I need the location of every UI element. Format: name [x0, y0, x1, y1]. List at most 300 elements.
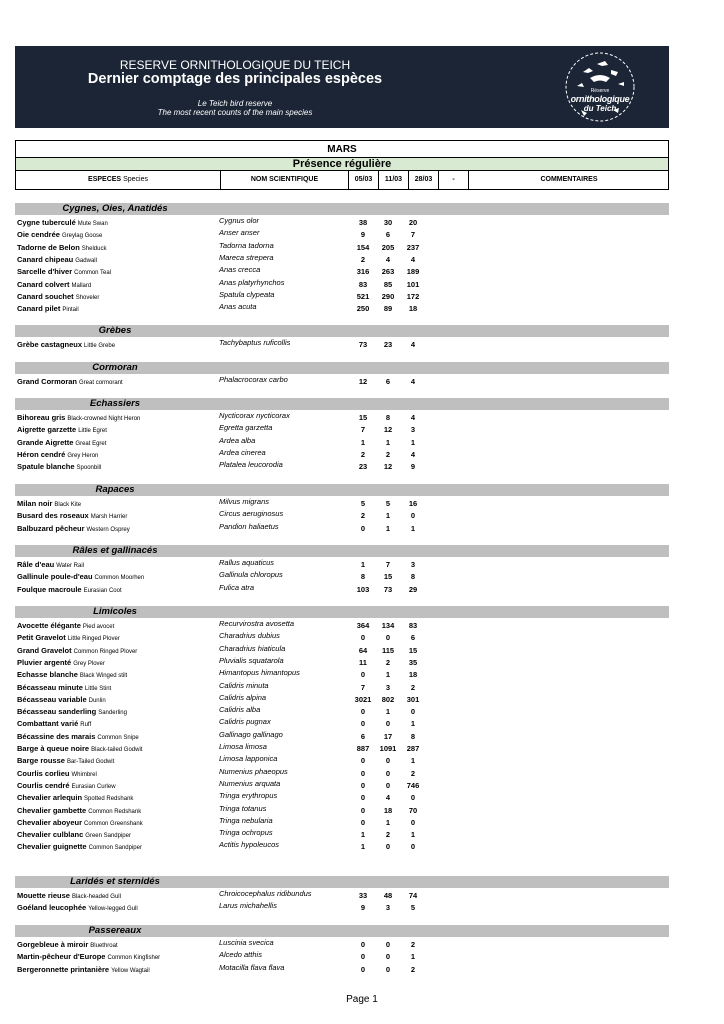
species-name-en: Bar-Tailed Godwit: [66, 759, 115, 766]
species-name: [17, 768, 97, 781]
species-name-fr: Bihoreau gris: [17, 413, 66, 422]
count-11-03: 2: [385, 657, 391, 667]
count-11-03: 0: [385, 842, 391, 852]
species-name-fr: Echasse blanche: [17, 670, 78, 680]
species-name-en: Sanderling: [98, 710, 127, 717]
count-05-03: 6: [360, 731, 366, 741]
col-date-4: -: [438, 171, 468, 189]
count-28-03: 8: [410, 731, 416, 741]
count-28-03: 4: [410, 340, 416, 349]
scientific-name: Anas acuta: [219, 302, 257, 312]
species-name-en: Common Sandpiper: [88, 845, 142, 852]
count-05-03: 316: [356, 267, 370, 277]
reserve-name: RESERVE ORNITHOLOGIQUE DU TEICH: [119, 58, 351, 72]
scientific-name: Circus aeruginosus: [219, 509, 284, 519]
species-name-fr: Oie cendrée: [17, 230, 60, 240]
species-name: [17, 706, 127, 719]
table-row: [15, 841, 669, 853]
table-row: [15, 792, 669, 804]
species-name: [17, 523, 130, 536]
scientific-name: Pluvialis squatarola: [219, 655, 284, 665]
count-05-03: 0: [360, 756, 366, 766]
table-row: [15, 632, 669, 644]
section-title: Laridés et sternidés: [70, 876, 160, 887]
count-28-03: 1: [410, 830, 416, 840]
species-name-en: Little Grebe: [84, 343, 116, 349]
species-name: [17, 291, 99, 304]
species-name: [17, 229, 102, 242]
count-28-03: 29: [408, 584, 418, 594]
section-header: [15, 606, 669, 618]
count-28-03: 1: [410, 952, 416, 962]
count-05-03: 1: [360, 830, 366, 840]
count-28-03: 70: [408, 805, 418, 815]
reserve-logo: [563, 50, 637, 124]
table-row: [15, 645, 669, 657]
species-name-fr: Barge rousse: [17, 756, 65, 766]
count-28-03: 74: [408, 891, 418, 900]
species-name-en: Eurasian Coot: [83, 587, 122, 594]
table-row: [15, 682, 669, 694]
species-name-fr: Milan noir: [17, 499, 53, 508]
count-05-03: 887: [356, 744, 370, 753]
species-name-en: Black-tailed Godwit: [91, 747, 143, 753]
species-name-fr: Grand Cormoran: [17, 377, 78, 386]
species-name: [17, 254, 97, 267]
count-28-03: 20: [408, 218, 418, 227]
count-05-03: 9: [360, 903, 366, 913]
scientific-name: Pandion haliaetus: [219, 521, 279, 531]
count-28-03: 1: [410, 719, 416, 729]
species-name: [17, 303, 79, 316]
table-row: [15, 437, 669, 449]
species-name: [17, 242, 106, 255]
scientific-name: Tringa ochropus: [219, 828, 273, 838]
species-name: [17, 669, 127, 682]
species-name-fr: Canard chipeau: [17, 254, 74, 264]
species-name-fr: Sarcelle d'hiver: [17, 267, 73, 277]
count-05-03: 7: [360, 425, 366, 435]
species-name: [17, 817, 143, 830]
species-name: [17, 339, 115, 352]
count-11-03: 85: [383, 279, 393, 289]
count-11-03: 0: [385, 952, 391, 962]
table-row: [15, 805, 669, 817]
species-name-en: Great Egret: [75, 440, 107, 447]
species-name-en: Shoveler: [75, 294, 100, 301]
count-05-03: 0: [360, 805, 366, 815]
species-name-fr: Bécasseau sanderling: [17, 707, 97, 717]
species-name-fr: Martin-pêcheur d'Europe: [17, 952, 106, 962]
table-row: [15, 657, 669, 669]
count-28-03: 3: [410, 560, 416, 569]
species-name-en: Eurasian Curlew: [71, 783, 116, 790]
count-28-03: 1: [410, 437, 416, 447]
species-name-fr: Foulque macroule: [17, 584, 82, 594]
count-05-03: 11: [359, 657, 367, 667]
species-name-en: Little Ringed Plover: [67, 636, 120, 643]
species-name-fr: Canard colvert: [17, 279, 70, 289]
species-name: [17, 939, 118, 952]
col-date-1: 05/03: [348, 171, 378, 189]
count-05-03: 0: [360, 670, 366, 680]
table-row: [15, 571, 669, 583]
species-name-fr: Grande Aigrette: [17, 437, 74, 447]
species-name-en: Water Rail: [56, 563, 85, 569]
scientific-name: Phalacrocorax carbo: [219, 375, 288, 384]
scientific-name: Charadrius hiaticula: [219, 643, 286, 653]
count-05-03: 154: [356, 242, 370, 252]
table-row: [15, 412, 669, 424]
species-name-en: Pintail: [62, 307, 79, 314]
scientific-name: Limosa limosa: [219, 742, 267, 751]
species-name-fr: Canard pilet: [17, 304, 61, 314]
species-name-en: Common Kingfisher: [107, 955, 161, 962]
scientific-name: Tringa nebularia: [219, 815, 273, 825]
species-name-fr: Chevalier gambette: [17, 805, 87, 815]
count-11-03: 89: [383, 304, 393, 314]
section-title: Limicoles: [93, 606, 137, 617]
scientific-name: Gallinula chloropus: [219, 570, 283, 580]
count-05-03: 8: [360, 572, 366, 582]
count-05-03: 3021: [354, 694, 372, 704]
table-row: [15, 817, 669, 829]
count-11-03: 0: [385, 940, 391, 949]
species-name-en: Greylag Goose: [61, 233, 103, 240]
count-05-03: 5: [360, 499, 366, 508]
count-28-03: 9: [410, 462, 416, 472]
count-05-03: 9: [360, 230, 366, 240]
count-28-03: 35: [408, 657, 418, 667]
table-row: [15, 694, 669, 706]
count-11-03: 2: [385, 449, 391, 459]
species-name-en: Yellow-legged Gull: [88, 906, 138, 913]
species-name-fr: Grèbe castagneux: [17, 340, 83, 349]
species-name-fr: Cygne tuberculé: [17, 218, 76, 227]
species-name-fr: Grand Gravelot: [17, 645, 72, 655]
scientific-name: Ardea cinerea: [219, 447, 266, 457]
presence-header: Présence régulière: [15, 158, 669, 171]
scientific-name: Tadorna tadorna: [219, 240, 274, 250]
species-name-fr: Tadorne de Belon: [17, 242, 80, 252]
count-05-03: 64: [358, 645, 368, 655]
count-11-03: 12: [383, 425, 393, 435]
count-11-03: 0: [385, 633, 391, 643]
count-11-03: 23: [383, 340, 393, 349]
count-05-03: 0: [360, 780, 366, 790]
count-11-03: 263: [381, 267, 395, 277]
english-subtitle: Le Teich bird reserve: [197, 99, 273, 108]
table-row: [15, 229, 669, 241]
species-name: [17, 792, 133, 805]
table-row: [15, 498, 669, 510]
scientific-name: Limosa lapponica: [219, 754, 278, 764]
page-title: Dernier comptage des principales espèces: [87, 71, 383, 87]
count-11-03: 1: [385, 670, 391, 680]
species-name: [17, 657, 105, 670]
scientific-name: Calidris alba: [219, 705, 261, 715]
section-title: Rapaces: [95, 484, 135, 495]
col-scientific: NOM SCIENTIFIQUE: [220, 171, 348, 189]
species-name-fr: Chevalier arlequin: [17, 793, 83, 803]
species-name: [17, 743, 142, 756]
col-date-3: 28/03: [408, 171, 438, 189]
section-title: Cormoran: [92, 362, 138, 373]
section-header: [15, 362, 669, 374]
count-05-03: 364: [356, 621, 370, 630]
scientific-name: Anser anser: [219, 228, 260, 238]
table-row: [15, 829, 669, 841]
section-title: Passereaux: [88, 925, 142, 936]
count-11-03: 7: [385, 560, 391, 569]
scientific-name: Calidris pugnax: [219, 717, 271, 727]
count-28-03: 0: [410, 707, 416, 717]
count-28-03: 2: [410, 768, 416, 778]
species-name: [17, 266, 111, 279]
species-name: [17, 412, 140, 425]
count-28-03: 18: [408, 304, 418, 314]
logo-text-bottom: du Teich: [583, 104, 617, 113]
species-name-en: Western Osprey: [86, 526, 130, 533]
scientific-name: Gallinago gallinago: [219, 729, 283, 739]
species-name-en: Grey Heron: [67, 452, 99, 459]
species-name-fr: Râle d'eau: [17, 560, 55, 569]
species-name-fr: Canard souchet: [17, 291, 74, 301]
count-05-03: 38: [358, 218, 368, 227]
count-28-03: 83: [408, 621, 418, 630]
count-11-03: 1: [385, 437, 391, 447]
count-05-03: 0: [360, 719, 366, 729]
species-name-fr: Bécassine des marais: [17, 731, 96, 741]
species-name: [17, 780, 116, 793]
count-28-03: 1: [410, 523, 416, 533]
count-11-03: 0: [385, 756, 391, 766]
species-name-en: Great cormorant: [79, 380, 123, 386]
count-05-03: 0: [360, 964, 366, 974]
table-row: [15, 279, 669, 291]
count-11-03: 0: [385, 964, 391, 974]
species-name: [17, 620, 114, 633]
count-05-03: 0: [360, 940, 366, 949]
count-28-03: 189: [406, 267, 420, 277]
section-header: [15, 203, 669, 215]
count-28-03: 0: [410, 793, 416, 803]
species-name-fr: Busard des roseaux: [17, 511, 89, 521]
count-05-03: 2: [360, 511, 366, 521]
species-name-en: Spoonbill: [76, 465, 102, 472]
scientific-name: Platalea leucorodia: [219, 460, 283, 470]
table-row: [15, 669, 669, 681]
table-row: [15, 620, 669, 632]
species-name-en: Common Teal: [74, 270, 112, 277]
count-05-03: 7: [360, 682, 366, 692]
column-headers: [15, 171, 669, 190]
count-11-03: 0: [385, 768, 391, 778]
section-header: [15, 484, 669, 496]
species-name: [17, 841, 142, 854]
count-11-03: 802: [381, 694, 395, 704]
count-28-03: 0: [410, 511, 416, 521]
table-row: [15, 964, 669, 976]
species-name: [17, 964, 150, 977]
col-comments: COMMENTAIRES: [468, 171, 669, 189]
count-05-03: 521: [356, 291, 370, 301]
species-name-fr: Aigrette garzette: [17, 425, 77, 435]
count-11-03: 30: [383, 218, 393, 227]
species-name-en: Common Greenshank: [84, 820, 143, 827]
section-header: [15, 325, 669, 337]
count-11-03: 4: [385, 254, 391, 264]
count-11-03: 0: [385, 719, 391, 729]
table-row: [15, 242, 669, 254]
count-11-03: 5: [385, 499, 391, 508]
count-28-03: 15: [408, 645, 418, 655]
species-name-en: Mallard: [71, 282, 92, 289]
species-name-fr: Avocette élégante: [17, 621, 81, 630]
species-name-en: Little Stint: [84, 685, 112, 692]
table-row: [15, 743, 669, 755]
species-name-en: Green Sandpiper: [85, 833, 131, 840]
table-row: [15, 755, 669, 767]
table-row: [15, 523, 669, 535]
count-05-03: 250: [356, 304, 370, 314]
count-28-03: 6: [410, 633, 416, 643]
species-name: [17, 217, 108, 230]
species-name: [17, 951, 160, 964]
scientific-name: Rallus aquaticus: [219, 558, 275, 567]
table-row: [15, 303, 669, 315]
count-11-03: 0: [385, 780, 391, 790]
count-05-03: 1: [360, 560, 366, 569]
species-name-fr: Balbuzard pêcheur: [17, 523, 85, 533]
count-28-03: 16: [408, 499, 418, 508]
species-name-en: Marsh Harrier: [90, 514, 128, 521]
species-name-en: Yellow Wagtail: [111, 967, 150, 974]
table-row: [15, 559, 669, 571]
scientific-name: Anas crecca: [219, 265, 261, 275]
table-row: [15, 939, 669, 951]
table-row: [15, 718, 669, 730]
species-name: [17, 805, 141, 818]
table-row: [15, 951, 669, 963]
scientific-name: Larus michahellis: [219, 901, 277, 911]
species-name: [17, 682, 111, 695]
count-28-03: 4: [410, 449, 416, 459]
species-name-en: Ruff: [80, 722, 92, 729]
species-name: [17, 376, 123, 389]
section-title: Echassiers: [89, 398, 141, 409]
count-28-03: 2: [410, 964, 416, 974]
section-title: Grèbes: [98, 325, 132, 336]
scientific-name: Tachybaptus ruficollis: [219, 338, 291, 347]
species-name-fr: Goéland leucophée: [17, 903, 87, 913]
count-11-03: 1: [385, 523, 391, 533]
scientific-name: Calidris alpina: [219, 692, 267, 702]
count-28-03: 3: [410, 425, 416, 435]
count-05-03: 0: [360, 633, 366, 643]
species-name-en: Grey Plover: [73, 660, 105, 667]
scientific-name: Fulica atra: [219, 582, 255, 592]
table-row: [15, 768, 669, 780]
col-species-en: Species: [123, 176, 148, 183]
scientific-name: Charadrius dubius: [219, 631, 280, 641]
species-name: [17, 510, 127, 523]
species-name-fr: Chevalier guignette: [17, 842, 87, 852]
species-name-fr: Héron cendré: [17, 449, 66, 459]
species-name-en: Mute Swan: [77, 221, 108, 227]
species-name-en: Spotted Redshank: [84, 796, 134, 803]
count-28-03: 4: [410, 254, 416, 264]
table-row: [15, 217, 669, 229]
species-name-fr: Combattant varié: [17, 719, 79, 729]
count-11-03: 4: [385, 793, 391, 803]
table-row: [15, 266, 669, 278]
section-title: Cygnes, Oies, Anatidés: [62, 203, 168, 214]
scientific-name: Nycticorax nycticorax: [219, 411, 290, 420]
section-header: [15, 398, 669, 410]
scientific-name: Himantopus himantopus: [219, 668, 300, 678]
count-11-03: 12: [383, 462, 393, 472]
count-05-03: 0: [360, 523, 366, 533]
species-name-fr: Bergeronnette printanière: [17, 964, 110, 974]
count-28-03: 1: [410, 756, 416, 766]
table-row: [15, 731, 669, 743]
count-05-03: 12: [358, 377, 368, 386]
table-row: [15, 424, 669, 436]
species-name-en: Shelduck: [81, 245, 107, 252]
scientific-name: Anas platyrhynchos: [219, 277, 285, 287]
table-row: [15, 706, 669, 718]
species-name: [17, 718, 91, 731]
table-row: [15, 780, 669, 792]
species-name-fr: Mouette rieuse: [17, 891, 70, 900]
count-11-03: 1: [385, 817, 391, 827]
table-row: [15, 890, 669, 902]
scientific-name: Luscinia svecica: [219, 938, 274, 947]
table-row: [15, 902, 669, 914]
logo-text-middle: ornithologique: [570, 94, 630, 104]
species-name: [17, 279, 91, 292]
species-name: [17, 571, 144, 584]
section-header: [15, 925, 669, 937]
section-title: Râles et gallinacés: [72, 545, 158, 556]
count-05-03: 2: [360, 449, 366, 459]
scientific-name: Tringa totanus: [219, 803, 267, 813]
scientific-name: Milvus migrans: [219, 497, 270, 506]
species-name-en: Little Egret: [78, 428, 107, 435]
species-name: [17, 645, 137, 658]
month-header: MARS: [15, 140, 669, 158]
count-11-03: 2: [385, 830, 391, 840]
table-row: [15, 584, 669, 596]
count-05-03: 0: [360, 817, 366, 827]
count-28-03: 172: [406, 291, 420, 301]
species-name: [17, 890, 121, 903]
scientific-name: Egretta garzetta: [219, 423, 273, 433]
scientific-name: Spatula clypeata: [219, 289, 275, 299]
count-11-03: 48: [383, 891, 393, 900]
species-name-fr: Gorgebleue à miroir: [17, 940, 89, 949]
count-11-03: 8: [385, 413, 391, 422]
scientific-name: Recurvirostra avosetta: [219, 619, 295, 628]
table-row: [15, 376, 669, 388]
species-name: [17, 829, 131, 842]
logo-text-top: Réserve: [590, 88, 610, 94]
count-11-03: 6: [385, 377, 391, 386]
species-name-fr: Gallinule poule-d'eau: [17, 572, 93, 582]
english-description: The most recent counts of the main species: [157, 108, 313, 117]
count-05-03: 0: [360, 793, 366, 803]
